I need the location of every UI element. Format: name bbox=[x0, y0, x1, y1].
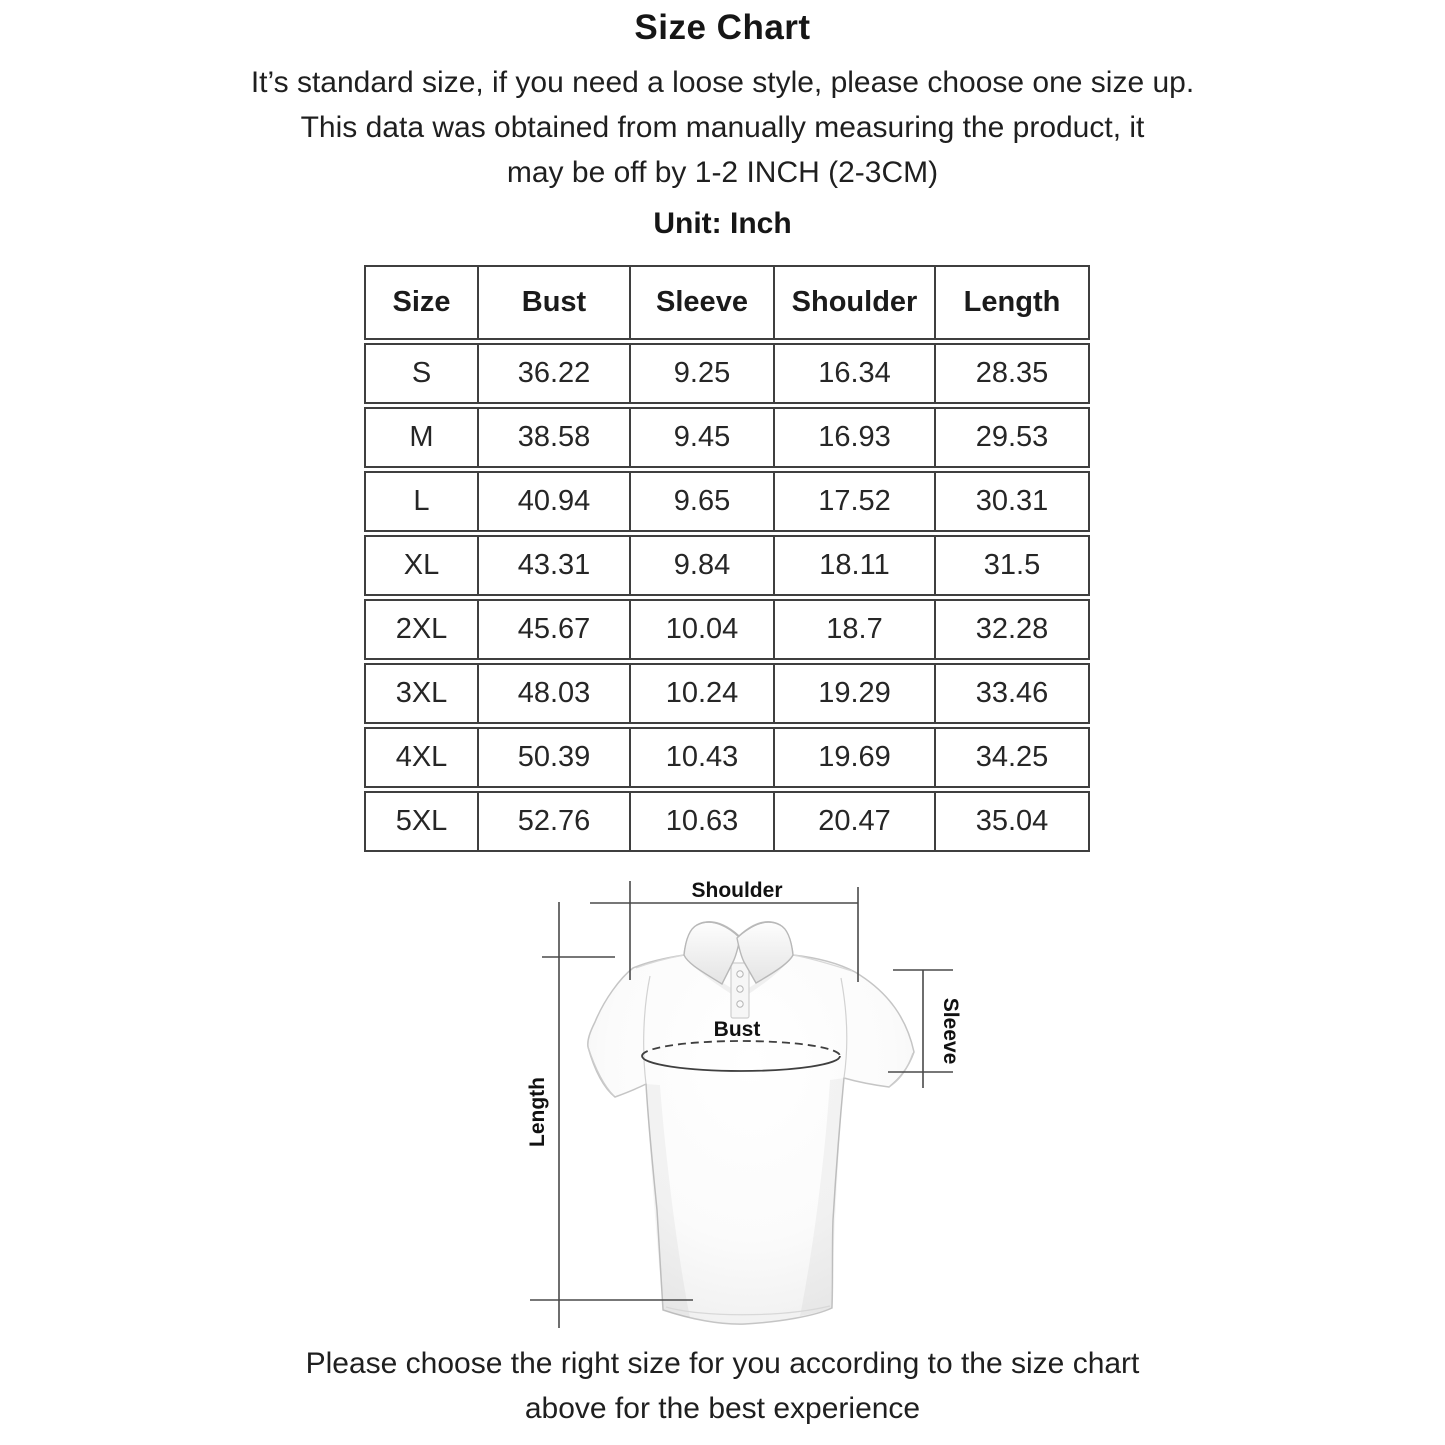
table-header-row bbox=[364, 265, 1090, 340]
table-row bbox=[364, 407, 1090, 468]
button bbox=[737, 986, 743, 992]
table-row bbox=[364, 343, 1090, 404]
shoulder-cell: 16.93 bbox=[775, 409, 936, 466]
sleeve-cell: 9.25 bbox=[631, 345, 775, 402]
size-cell: M bbox=[366, 409, 479, 466]
size-cell: XL bbox=[366, 537, 479, 594]
table-row bbox=[364, 535, 1090, 596]
shoulder-cell: 17.52 bbox=[775, 473, 936, 530]
bust-cell: 48.03 bbox=[479, 665, 631, 722]
sleeve-cell: 10.24 bbox=[631, 665, 775, 722]
length-cell: 29.53 bbox=[975, 421, 1049, 453]
button bbox=[737, 971, 743, 977]
shoulder-cell: 19.29 bbox=[775, 665, 936, 722]
sleeve-cell: 10.63 bbox=[631, 793, 775, 850]
shoulder-cell: 18.7 bbox=[775, 601, 936, 658]
polo-shirt-measurement-diagram bbox=[500, 860, 980, 1340]
table-row bbox=[364, 663, 1090, 724]
length-label: Length bbox=[526, 1077, 549, 1147]
column-header-shoulder: Shoulder bbox=[775, 267, 936, 338]
footer-line-1: Please choose the right size for you according to the size chart bbox=[305, 1347, 1140, 1380]
bust-cell: 38.58 bbox=[479, 409, 631, 466]
length-cell: 34.25 bbox=[975, 741, 1049, 773]
length-cell: 32.28 bbox=[975, 613, 1049, 645]
sleeve-cell: 10.04 bbox=[631, 601, 775, 658]
size-table bbox=[364, 265, 1090, 855]
shoulder-cell: 18.11 bbox=[775, 537, 936, 594]
size-cell: L bbox=[366, 473, 479, 530]
intro-line-3: may be off by 1-2 INCH (2-3CM) bbox=[506, 156, 939, 189]
footer-note bbox=[0, 1341, 1445, 1431]
bust-cell: 50.39 bbox=[479, 729, 631, 786]
sleeve-label: Sleeve bbox=[939, 997, 962, 1065]
column-header-length: Length bbox=[963, 286, 1061, 318]
shoulder-cell: 16.34 bbox=[775, 345, 936, 402]
sleeve-cell: 9.65 bbox=[631, 473, 775, 530]
length-cell: 35.04 bbox=[975, 805, 1049, 837]
shoulder-label: Shoulder bbox=[691, 879, 783, 902]
shoulder-cell: 19.69 bbox=[775, 729, 936, 786]
column-header-sleeve: Sleeve bbox=[631, 267, 775, 338]
table-row bbox=[364, 471, 1090, 532]
size-cell: S bbox=[366, 345, 479, 402]
size-cell: 3XL bbox=[366, 665, 479, 722]
sleeve-cell: 9.84 bbox=[631, 537, 775, 594]
bust-cell: 52.76 bbox=[479, 793, 631, 850]
length-cell: 30.31 bbox=[975, 485, 1049, 517]
bust-cell: 36.22 bbox=[479, 345, 631, 402]
length-cell: 28.35 bbox=[975, 357, 1049, 389]
table-row bbox=[364, 599, 1090, 660]
column-header-size: Size bbox=[366, 267, 479, 338]
intro-line-2: This data was obtained from manually measuring the product, it bbox=[300, 111, 1145, 144]
size-cell: 2XL bbox=[366, 601, 479, 658]
bust-label: Bust bbox=[713, 1018, 761, 1041]
intro-text bbox=[0, 60, 1445, 195]
footer-line-2: above for the best experience bbox=[524, 1392, 921, 1425]
sleeve-cell: 9.45 bbox=[631, 409, 775, 466]
polo-shirt-illustration bbox=[588, 922, 914, 1324]
intro-line-1: It’s standard size, if you need a loose style, please choose one size up. bbox=[250, 66, 1195, 99]
page-title: Size Chart bbox=[634, 8, 811, 47]
size-cell: 5XL bbox=[366, 793, 479, 850]
bust-cell: 40.94 bbox=[479, 473, 631, 530]
bust-cell: 43.31 bbox=[479, 537, 631, 594]
size-cell: 4XL bbox=[366, 729, 479, 786]
bust-cell: 45.67 bbox=[479, 601, 631, 658]
unit-label: Unit: Inch bbox=[653, 207, 792, 240]
table-row bbox=[364, 727, 1090, 788]
shoulder-cell: 20.47 bbox=[775, 793, 936, 850]
table-row bbox=[364, 791, 1090, 852]
length-cell: 31.5 bbox=[983, 549, 1041, 581]
sleeve-cell: 10.43 bbox=[631, 729, 775, 786]
button bbox=[737, 1001, 743, 1007]
column-header-bust: Bust bbox=[479, 267, 631, 338]
length-cell: 33.46 bbox=[975, 677, 1049, 709]
